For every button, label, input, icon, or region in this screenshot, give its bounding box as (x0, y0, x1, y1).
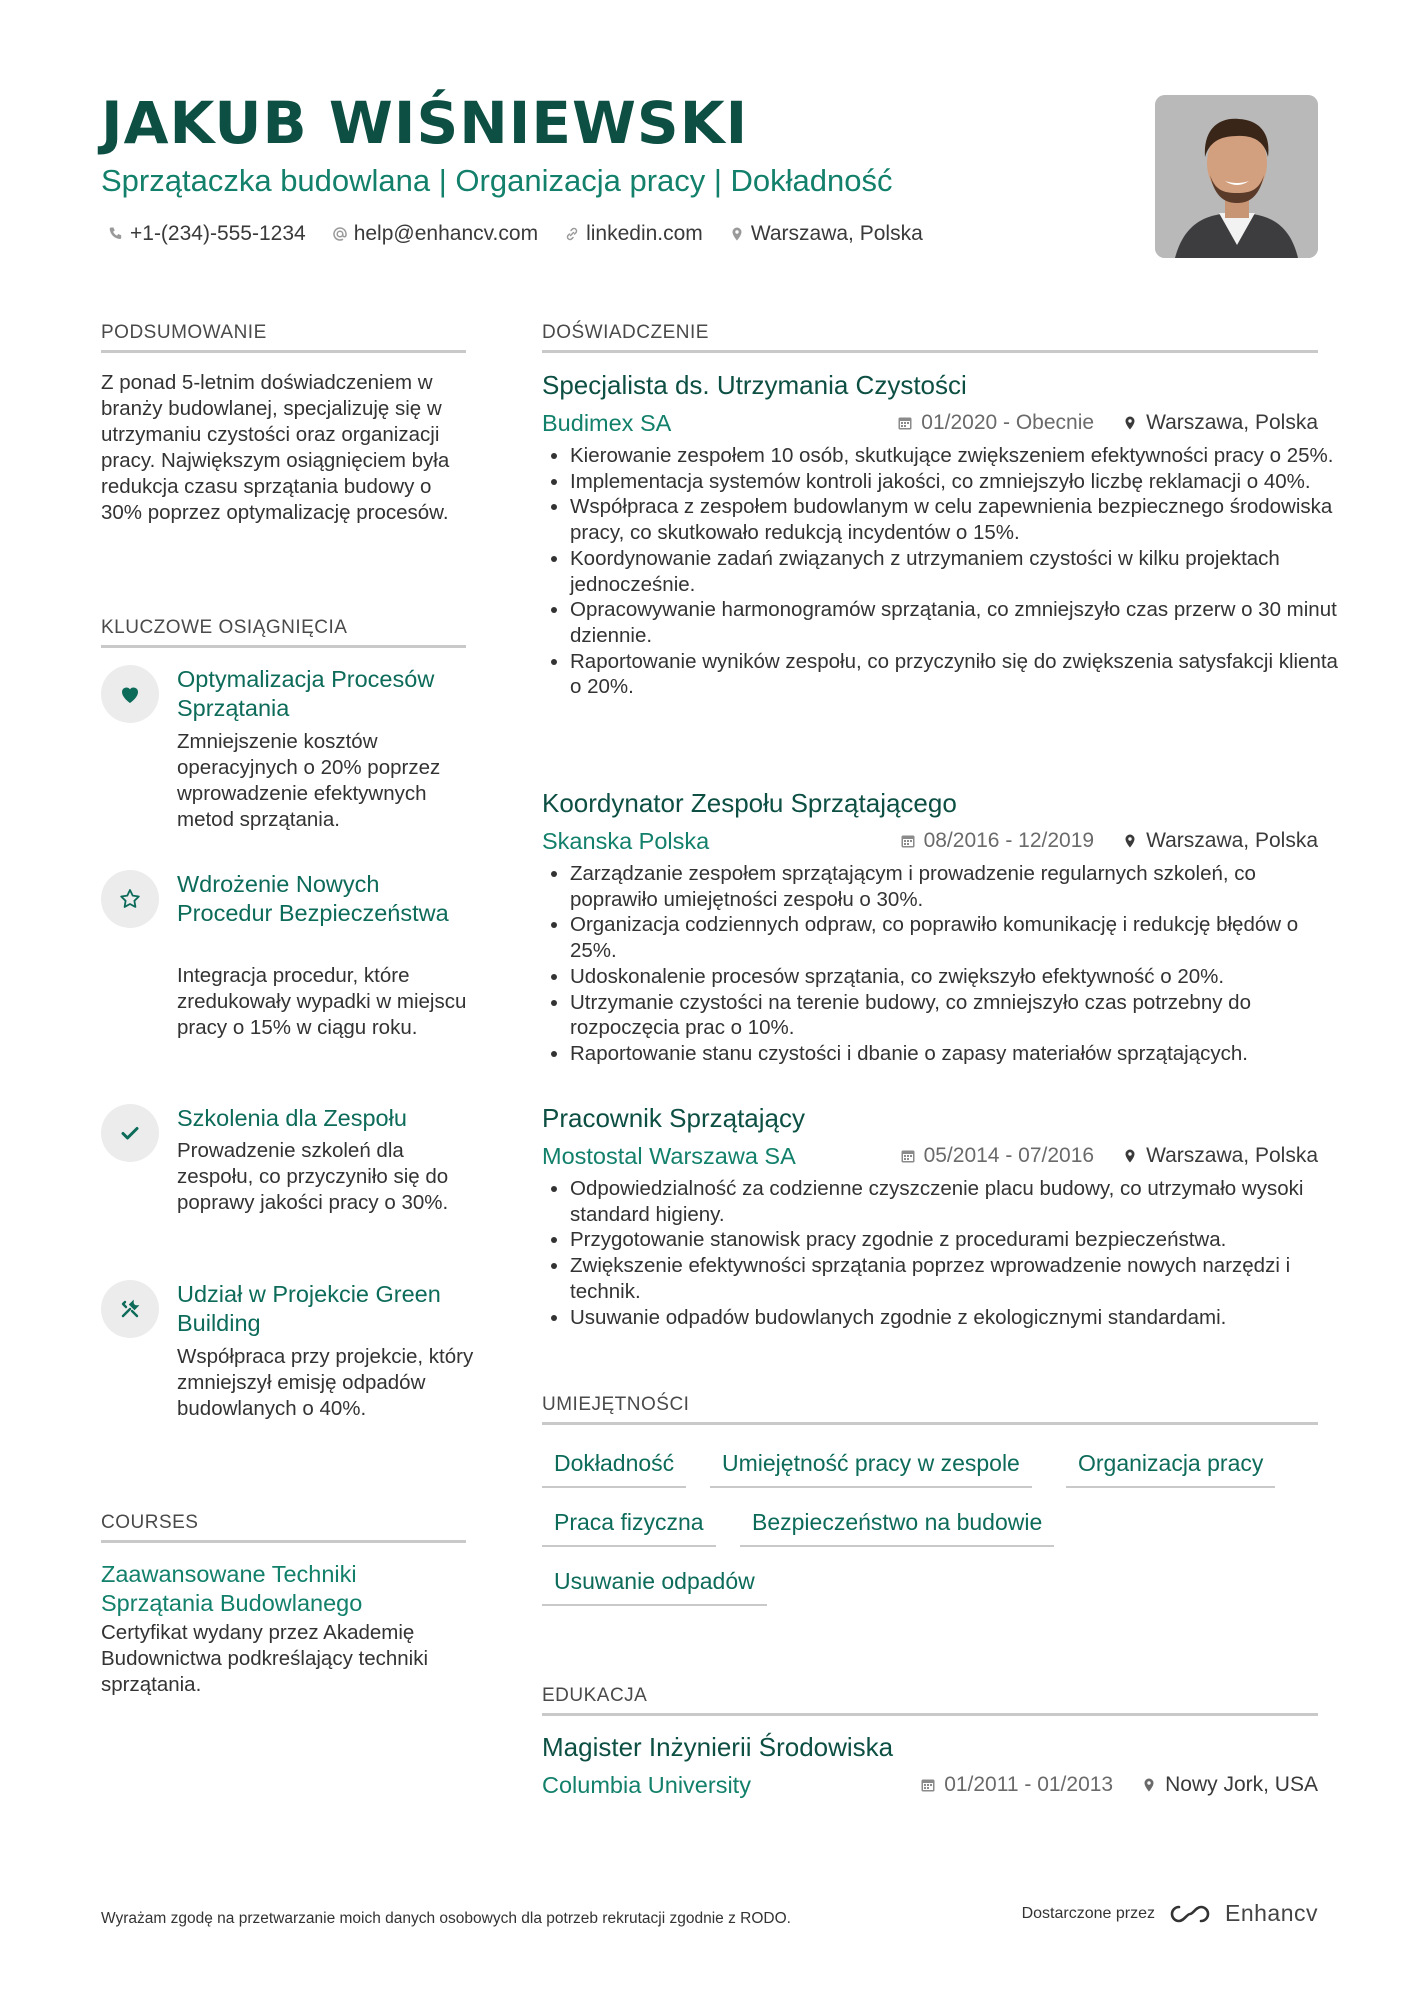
achievement-title: Wdrożenie Nowych Procedur Bezpieczeństwa (177, 871, 449, 926)
achievement-icon-wrap (101, 870, 159, 928)
check-icon (118, 1121, 142, 1145)
job-location-text: Warszawa, Polska (1146, 411, 1318, 434)
section-title-courses: COURSES (101, 1510, 466, 1543)
education-meta (920, 1770, 1318, 1800)
calendar-icon (897, 415, 913, 431)
education-location-text: Nowy Jork, USA (1165, 1773, 1318, 1796)
bullet-item: • Utrzymanie czystości na terenie budowy, co zmniejszyło czas potrzebny do rozpoczęcia prac o 10%. (570, 990, 1340, 1041)
bullet-item: • Raportowanie stanu czystości i dbanie o zapasy materiałów sprzątających. (570, 1041, 1340, 1067)
job-dates-text: 08/2016 - 12/2019 (923, 829, 1095, 852)
star-icon (118, 887, 142, 911)
phone-text: +1-(234)-555-1234 (130, 222, 306, 245)
job-location (1122, 408, 1318, 438)
achievement-icon-wrap (101, 1104, 159, 1162)
calendar-icon (900, 833, 916, 849)
bullet-item: • Współpraca z zespołem budowlanym w celu zapewnienia bezpiecznego środowiska pracy, co skutkowało redukcją incydentów o 15%. (570, 494, 1340, 545)
bullet-item: • Raportowanie wyników zespołu, co przyczyniło się do zwiększenia satysfakcji klienta o 20%. (570, 649, 1340, 700)
calendar-icon (900, 1148, 916, 1164)
job-location-text: Warszawa, Polska (1146, 1144, 1318, 1167)
achievement-description: Integracja procedur, które zredukowały wypadki w miejscu pracy o 15% w ciągu roku. (177, 964, 467, 1039)
education-location (1141, 1770, 1318, 1800)
wrench-icon (118, 1297, 142, 1321)
section-title-experience: DOŚWIADCZENIE (542, 320, 1318, 353)
education-dates-text: 01/2011 - 01/2013 (944, 1773, 1114, 1796)
powered-by[interactable] (1022, 1900, 1318, 1927)
section-title-education: EDUKACJA (542, 1683, 1318, 1716)
education-school: Columbia University (542, 1772, 751, 1798)
achievement-icon-wrap (101, 1280, 159, 1338)
skill-tag: Praca fizyczna (542, 1507, 716, 1547)
brand-name: Enhancv (1224, 1900, 1318, 1926)
job-meta (897, 408, 1318, 438)
skill-tag: Bezpieczeństwo na budowie (740, 1507, 1054, 1547)
email-text[interactable]: help@enhancv.com (353, 222, 539, 245)
candidate-name: JAKUB WIŚNIEWSKI (101, 89, 749, 157)
achievement-title: Udział w Projekcie Green Building (177, 1281, 441, 1336)
bullet-item: • Kierowanie zespołem 10 osób, skutkujące zwiększeniem efektywności pracy o 25%. (570, 443, 1340, 469)
section-title-skills: UMIEJĘTNOŚCI (542, 1392, 1318, 1425)
job-bullets (548, 1176, 1340, 1330)
contact-location (729, 218, 923, 250)
section-title-achievements: KLUCZOWE OSIĄGNIĘCIA (101, 615, 466, 648)
bullet-item: • Organizacja codziennych odpraw, co poprawiło komunikację i redukcję błędów o 25%. (570, 912, 1340, 963)
contact-email[interactable] (332, 218, 538, 250)
avatar-icon (1155, 95, 1318, 258)
bullet-item: • Koordynowanie zadań związanych z utrzymaniem czystości w kilku projektach jednocześnie. (570, 546, 1340, 597)
skill-tag: Usuwanie odpadów (542, 1566, 767, 1606)
job-dates (900, 826, 1094, 856)
job-company: Mostostal Warszawa SA (542, 1143, 796, 1169)
contact-phone (108, 218, 306, 250)
course-title: Zaawansowane Techniki Sprzątania Budowlanego (101, 1561, 363, 1616)
gdpr-consent: Wyrażam zgodę na przetwarzanie moich danych osobowych dla potrzeb rekrutacji zgodnie z RODO. (101, 1910, 791, 1927)
skill-tag: Organizacja pracy (1066, 1448, 1275, 1488)
phone-icon (108, 226, 124, 242)
bullet-item: • Usuwanie odpadów budowlanych zgodnie z ekologicznymi standardami. (570, 1305, 1340, 1331)
job-dates (900, 1141, 1094, 1171)
education-dates (920, 1770, 1113, 1800)
profile-photo (1155, 95, 1318, 258)
job-title: Specjalista ds. Utrzymania Czystości (542, 370, 967, 400)
bullet-item: • Udoskonalenie procesów sprzątania, co zwiększyło efektywność o 20%. (570, 964, 1340, 990)
calendar-icon (920, 1777, 936, 1793)
job-title: Pracownik Sprzątający (542, 1103, 805, 1133)
location-pin-icon (1122, 833, 1138, 849)
education-degree: Magister Inżynierii Środowiska (542, 1732, 894, 1762)
summary-text: Z ponad 5-letnim doświadczeniem w branży budowlanej, specjalizuję się w utrzymaniu czystości oraz organizacji pracy. Największym osiągnięciem była redukcja czasu sprzątania budowy o 30% poprzez optymalizację procesów. (101, 371, 450, 524)
achievement-title: Optymalizacja Procesów Sprzątania (177, 666, 435, 721)
achievement-description: Współpraca przy projekcie, który zmniejszył emisję odpadów budowlanych o 40%. (177, 1345, 474, 1420)
job-title: Koordynator Zespołu Sprzątającego (542, 788, 957, 818)
job-location (1122, 1141, 1318, 1171)
bullet-item: • Zwiększenie efektywności sprzątania poprzez wprowadzenie nowych narzędzi i technik. (570, 1253, 1340, 1304)
bullet-item: • Przygotowanie stanowisk pracy zgodnie z procedurami bezpieczeństwa. (570, 1227, 1340, 1253)
headline: Sprzątaczka budowlana | Organizacja pracy | Dokładność (101, 163, 893, 198)
location-pin-icon (1122, 415, 1138, 431)
job-dates-text: 05/2014 - 07/2016 (923, 1144, 1095, 1167)
job-bullets (548, 861, 1340, 1067)
bullet-item: • Opracowywanie harmonogramów sprzątania, co zmniejszyło czas przerw o 30 minut dziennie. (570, 597, 1340, 648)
job-company: Skanska Polska (542, 828, 710, 854)
bullet-item: • Odpowiedzialność za codzienne czyszczenie placu budowy, co utrzymało wysoki standard higieny. (570, 1176, 1340, 1227)
bullet-item: • Implementacja systemów kontroli jakości, co zmniejszyło liczbę reklamacji o 40%. (570, 469, 1340, 495)
course-description: Certyfikat wydany przez Akademię Budownictwa podkreślający techniki sprzątania. (101, 1621, 429, 1696)
location-text: Warszawa, Polska (750, 222, 923, 245)
section-title-summary: PODSUMOWANIE (101, 320, 466, 353)
linkedin-text[interactable]: linkedin.com (586, 222, 703, 245)
job-company: Budimex SA (542, 410, 672, 436)
at-icon (332, 226, 348, 242)
job-meta (900, 1141, 1318, 1171)
achievement-description: Zmniejszenie kosztów operacyjnych o 20% poprzez wprowadzenie efektywnych metod sprzątania. (177, 730, 441, 831)
contact-bar (108, 218, 923, 250)
location-pin-icon (1141, 1777, 1157, 1793)
contact-linkedin[interactable] (564, 218, 703, 250)
job-bullets (548, 443, 1340, 700)
job-location-text: Warszawa, Polska (1146, 829, 1318, 852)
link-icon (564, 226, 580, 242)
achievement-description: Prowadzenie szkoleń dla zespołu, co przyczyniło się do poprawy jakości pracy o 30%. (177, 1139, 449, 1214)
location-pin-icon (1122, 1148, 1138, 1164)
bullet-item: • Zarządzanie zespołem sprzątającym i prowadzenie regularnych szkoleń, co poprawiło umiejętności zespołu o 30%. (570, 861, 1340, 912)
skill-tag: Dokładność (542, 1448, 686, 1488)
job-meta (900, 826, 1318, 856)
job-dates-text: 01/2020 - Obecnie (921, 411, 1095, 434)
skill-tag: Umiejętność pracy w zespole (710, 1448, 1032, 1488)
enhancv-logo-icon (1167, 1902, 1213, 1926)
powered-by-label: Dostarczone przez (1021, 1904, 1155, 1922)
job-dates (897, 408, 1094, 438)
location-pin-icon (729, 226, 745, 242)
achievement-icon-wrap (101, 665, 159, 723)
job-location (1122, 826, 1318, 856)
heart-icon (118, 682, 142, 706)
achievement-title: Szkolenia dla Zespołu (177, 1105, 407, 1131)
